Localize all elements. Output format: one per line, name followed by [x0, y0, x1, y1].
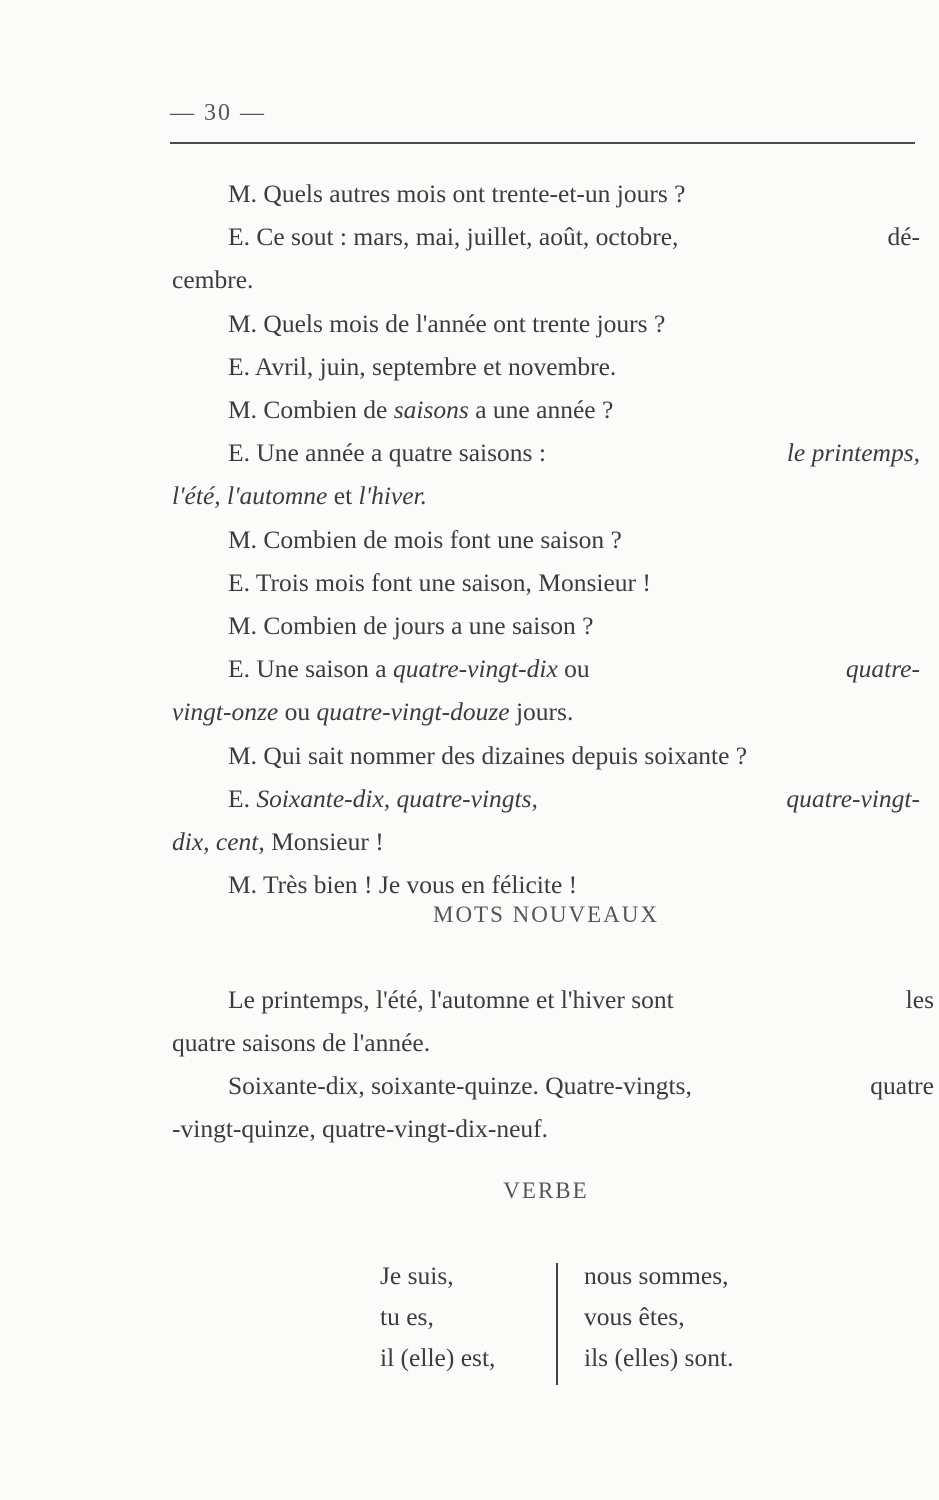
verb-singular-column	[380, 1255, 552, 1378]
vocabulary-line: -vingt-quinze, quatre-vingt-dix-neuf.	[172, 1114, 549, 1143]
vocabulary-block	[172, 978, 934, 1150]
dialogue-line: M. Très bien ! Je vous en félicite !	[228, 870, 578, 900]
verb-form: Je suis,	[380, 1261, 454, 1290]
vocabulary-line: Soixante-dix, soixante-quinze. Quatre-vingts, quatre	[228, 1071, 934, 1100]
dialogue-line: M. Qui sait nommer des dizaines depuis soixante ?	[228, 740, 748, 770]
dialogue-line: vingt-onze ou quatre-vingt-douze jours.	[172, 697, 574, 727]
verb-form: tu es,	[380, 1302, 434, 1331]
section-heading-verbe: VERBE	[503, 1178, 589, 1203]
vocabulary-line: quatre saisons de l'année.	[172, 1028, 431, 1057]
dialogue-line: M. Combien de saisons a une année ?	[228, 395, 614, 425]
verb-form: il (elle) est,	[380, 1343, 496, 1372]
dialogue-line: E. Une saison a quatre-vingt-dix ou quatre-	[228, 654, 920, 684]
dialogue-line: E. Avril, juin, septembre et novembre.	[228, 351, 617, 381]
dialogue-line: l'été, l'automne et l'hiver.	[172, 481, 428, 511]
page-header	[170, 100, 915, 127]
dialogue-line: M. Quels mois de l'année ont trente jours ?	[228, 308, 666, 338]
dialogue-line: M. Combien de mois font une saison ?	[228, 524, 622, 554]
dialogue-line: cembre.	[172, 265, 254, 295]
verb-form: nous sommes,	[584, 1261, 729, 1290]
verb-form: ils (elles) sont.	[584, 1343, 734, 1372]
verb-plural-column	[584, 1255, 804, 1378]
dialogue-line: E. Une année a quatre saisons : le printemps,	[228, 438, 920, 468]
dialogue-line: dix, cent, Monsieur !	[172, 827, 384, 857]
verb-column-divider	[556, 1263, 558, 1385]
dialogue-line: E. Trois mois font une saison, Monsieur !	[228, 567, 651, 597]
dialogue-line: E. Soixante-dix, quatre-vingts, quatre-vingt-	[228, 783, 920, 813]
dialogue-line: M. Combien de jours a une saison ?	[228, 611, 594, 641]
dialogue-line: M. Quels autres mois ont trente-et-un jours ?	[228, 179, 686, 208]
dialogue-block	[172, 172, 920, 906]
header-rule	[170, 142, 915, 144]
verb-form: vous êtes,	[584, 1302, 685, 1331]
section-heading-mots-nouveaux: MOTS NOUVEAUX	[433, 902, 659, 927]
dialogue-line: E. Ce sout : mars, mai, juillet, août, octobre, dé-	[228, 222, 920, 252]
page-number: — 30 —	[170, 100, 266, 126]
vocabulary-line: Le printemps, l'été, l'automne et l'hiver sont les	[228, 985, 934, 1014]
